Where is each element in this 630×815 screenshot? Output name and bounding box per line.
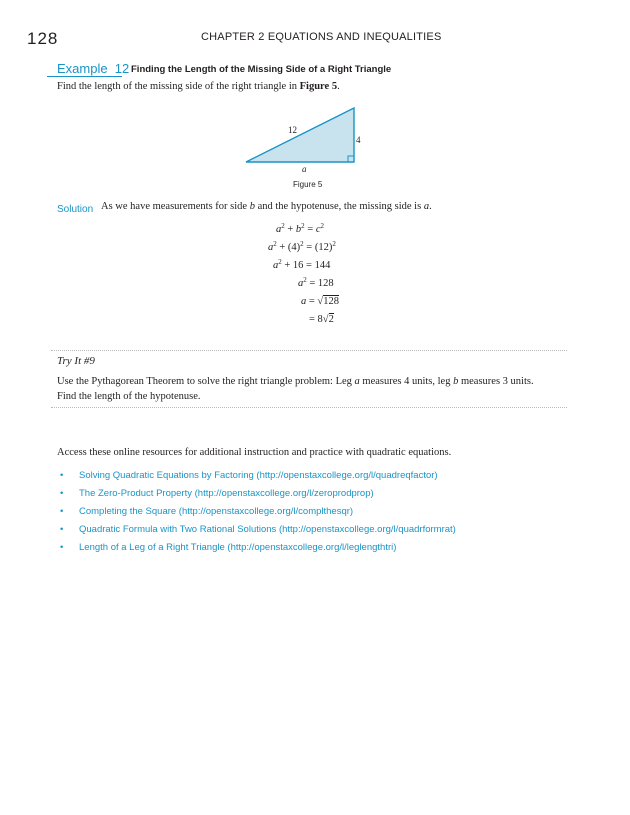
solution-text <box>101 201 432 212</box>
bullet: • <box>60 506 64 517</box>
eq2-equals: = (12) <box>303 242 333 253</box>
resource-link[interactable] <box>60 503 456 521</box>
chapter-title: EQUATIONS AND INEQUALITIES <box>267 31 442 43</box>
example-label: Example 12 <box>57 61 130 76</box>
eq4-a: a <box>298 278 304 289</box>
chapter-number: CHAPTER 2 <box>201 31 265 43</box>
equation-line-3 <box>273 260 330 271</box>
prompt-figure-ref: Figure 5 <box>299 81 338 92</box>
eq2-a: a <box>268 242 274 253</box>
eq1-sup-c: 2 <box>320 222 325 230</box>
eq6-radicand: 2 <box>328 314 334 325</box>
eq3-sup-a: 2 <box>278 258 282 266</box>
solution-var-b: b <box>249 201 255 212</box>
eq6-equals: = 8 <box>309 314 323 325</box>
figure-caption: Figure 5 <box>293 180 323 189</box>
equation-line-2 <box>268 242 336 253</box>
try-it-var-a: a <box>354 376 360 387</box>
bullet: • <box>60 542 64 553</box>
solution-var-a: a <box>423 201 430 212</box>
bullet: • <box>60 524 64 535</box>
try-it-t3: measures 3 units. Find the length of the hypotenuse. <box>57 376 534 402</box>
resource-links-list <box>60 467 456 557</box>
try-it-title: Try It #9 <box>57 355 95 367</box>
resource-link[interactable] <box>60 467 456 485</box>
example-title: Finding the Length of the Missing Side of a Right Triangle <box>131 64 392 75</box>
base-label: a <box>302 164 307 174</box>
solution-text-b: and the hypotenuse, the missing side is <box>254 201 424 212</box>
hypotenuse-label: 12 <box>288 125 297 135</box>
resource-link-text[interactable]: Quadratic Formula with Two Rational Solutions (http://openstaxcollege.org/l/quadrformrat) <box>79 524 456 535</box>
eq1-sup-a: 2 <box>281 222 285 230</box>
eq3-a: a <box>273 260 279 271</box>
try-it-top-rule <box>51 350 567 351</box>
resource-link[interactable] <box>60 485 456 503</box>
eq1-b: b <box>295 224 302 235</box>
try-it-bottom-rule <box>51 407 567 408</box>
eq2-sup-c: 2 <box>332 240 336 248</box>
solution-label: Solution <box>57 204 94 215</box>
bullet: • <box>60 470 64 481</box>
equation-line-4 <box>298 278 334 289</box>
resources-intro: Access these online resources for additional instruction and practice with quadratic equations. <box>57 447 452 458</box>
example-prompt <box>57 79 340 94</box>
prompt-suffix: . <box>337 81 340 92</box>
eq5-sqrt-symbol: √ <box>317 296 324 307</box>
eq2-rest: + (4) <box>276 242 301 253</box>
resource-link-text[interactable]: The Zero-Product Property (http://openstaxcollege.org/l/zeroprodprop) <box>79 488 374 499</box>
eq5-radicand: 128 <box>323 296 339 307</box>
solution-text-c: . <box>429 201 432 212</box>
try-it-var-b: b <box>453 376 459 387</box>
try-it-t2: measures 4 units, leg <box>359 376 454 387</box>
solution-text-a: As we have measurements for side <box>101 201 250 212</box>
eq1-c: c <box>315 224 321 235</box>
right-triangle-figure <box>238 100 378 180</box>
equation-line-1 <box>276 224 324 235</box>
equation-line-5 <box>301 296 339 307</box>
eq1-plus: + <box>284 224 296 235</box>
eq5-equals: = <box>306 296 318 307</box>
eq1-equals: = <box>304 224 316 235</box>
prompt-prefix: Find the length of the missing side of the right triangle in <box>57 81 300 92</box>
resource-link[interactable] <box>60 539 456 557</box>
chapter-header <box>201 31 442 43</box>
try-it-text <box>57 374 547 404</box>
page-number: 128 <box>27 29 59 48</box>
equation-line-6 <box>309 314 334 325</box>
eq3-rest: + 16 = 144 <box>281 260 331 271</box>
eq4-rest: = 128 <box>306 278 334 289</box>
try-it-t1: Use the Pythagorean Theorem to solve the right triangle problem: Leg <box>57 376 355 387</box>
eq2-sup-b: 2 <box>300 240 304 248</box>
resource-link-text[interactable]: Length of a Leg of a Right Triangle (http://openstaxcollege.org/l/leglengthtri) <box>79 542 397 553</box>
eq1-sup-b: 2 <box>301 222 305 230</box>
eq5-a: a <box>301 296 307 307</box>
resource-link-text[interactable]: Completing the Square (http://openstaxcollege.org/l/complthesqr) <box>79 506 354 517</box>
bullet: • <box>60 488 64 499</box>
resource-link-text[interactable]: Solving Quadratic Equations by Factoring (http://openstaxcollege.org/l/quadreqfactor) <box>79 470 438 481</box>
example-underline <box>47 76 122 77</box>
leg-label: 4 <box>356 135 361 145</box>
eq2-sup-a: 2 <box>273 240 277 248</box>
triangle-shape <box>246 108 354 162</box>
eq6-sqrt-symbol: √ <box>322 314 329 325</box>
eq1-a: a <box>276 224 282 235</box>
resource-link[interactable] <box>60 521 456 539</box>
eq4-sup-a: 2 <box>303 276 307 284</box>
